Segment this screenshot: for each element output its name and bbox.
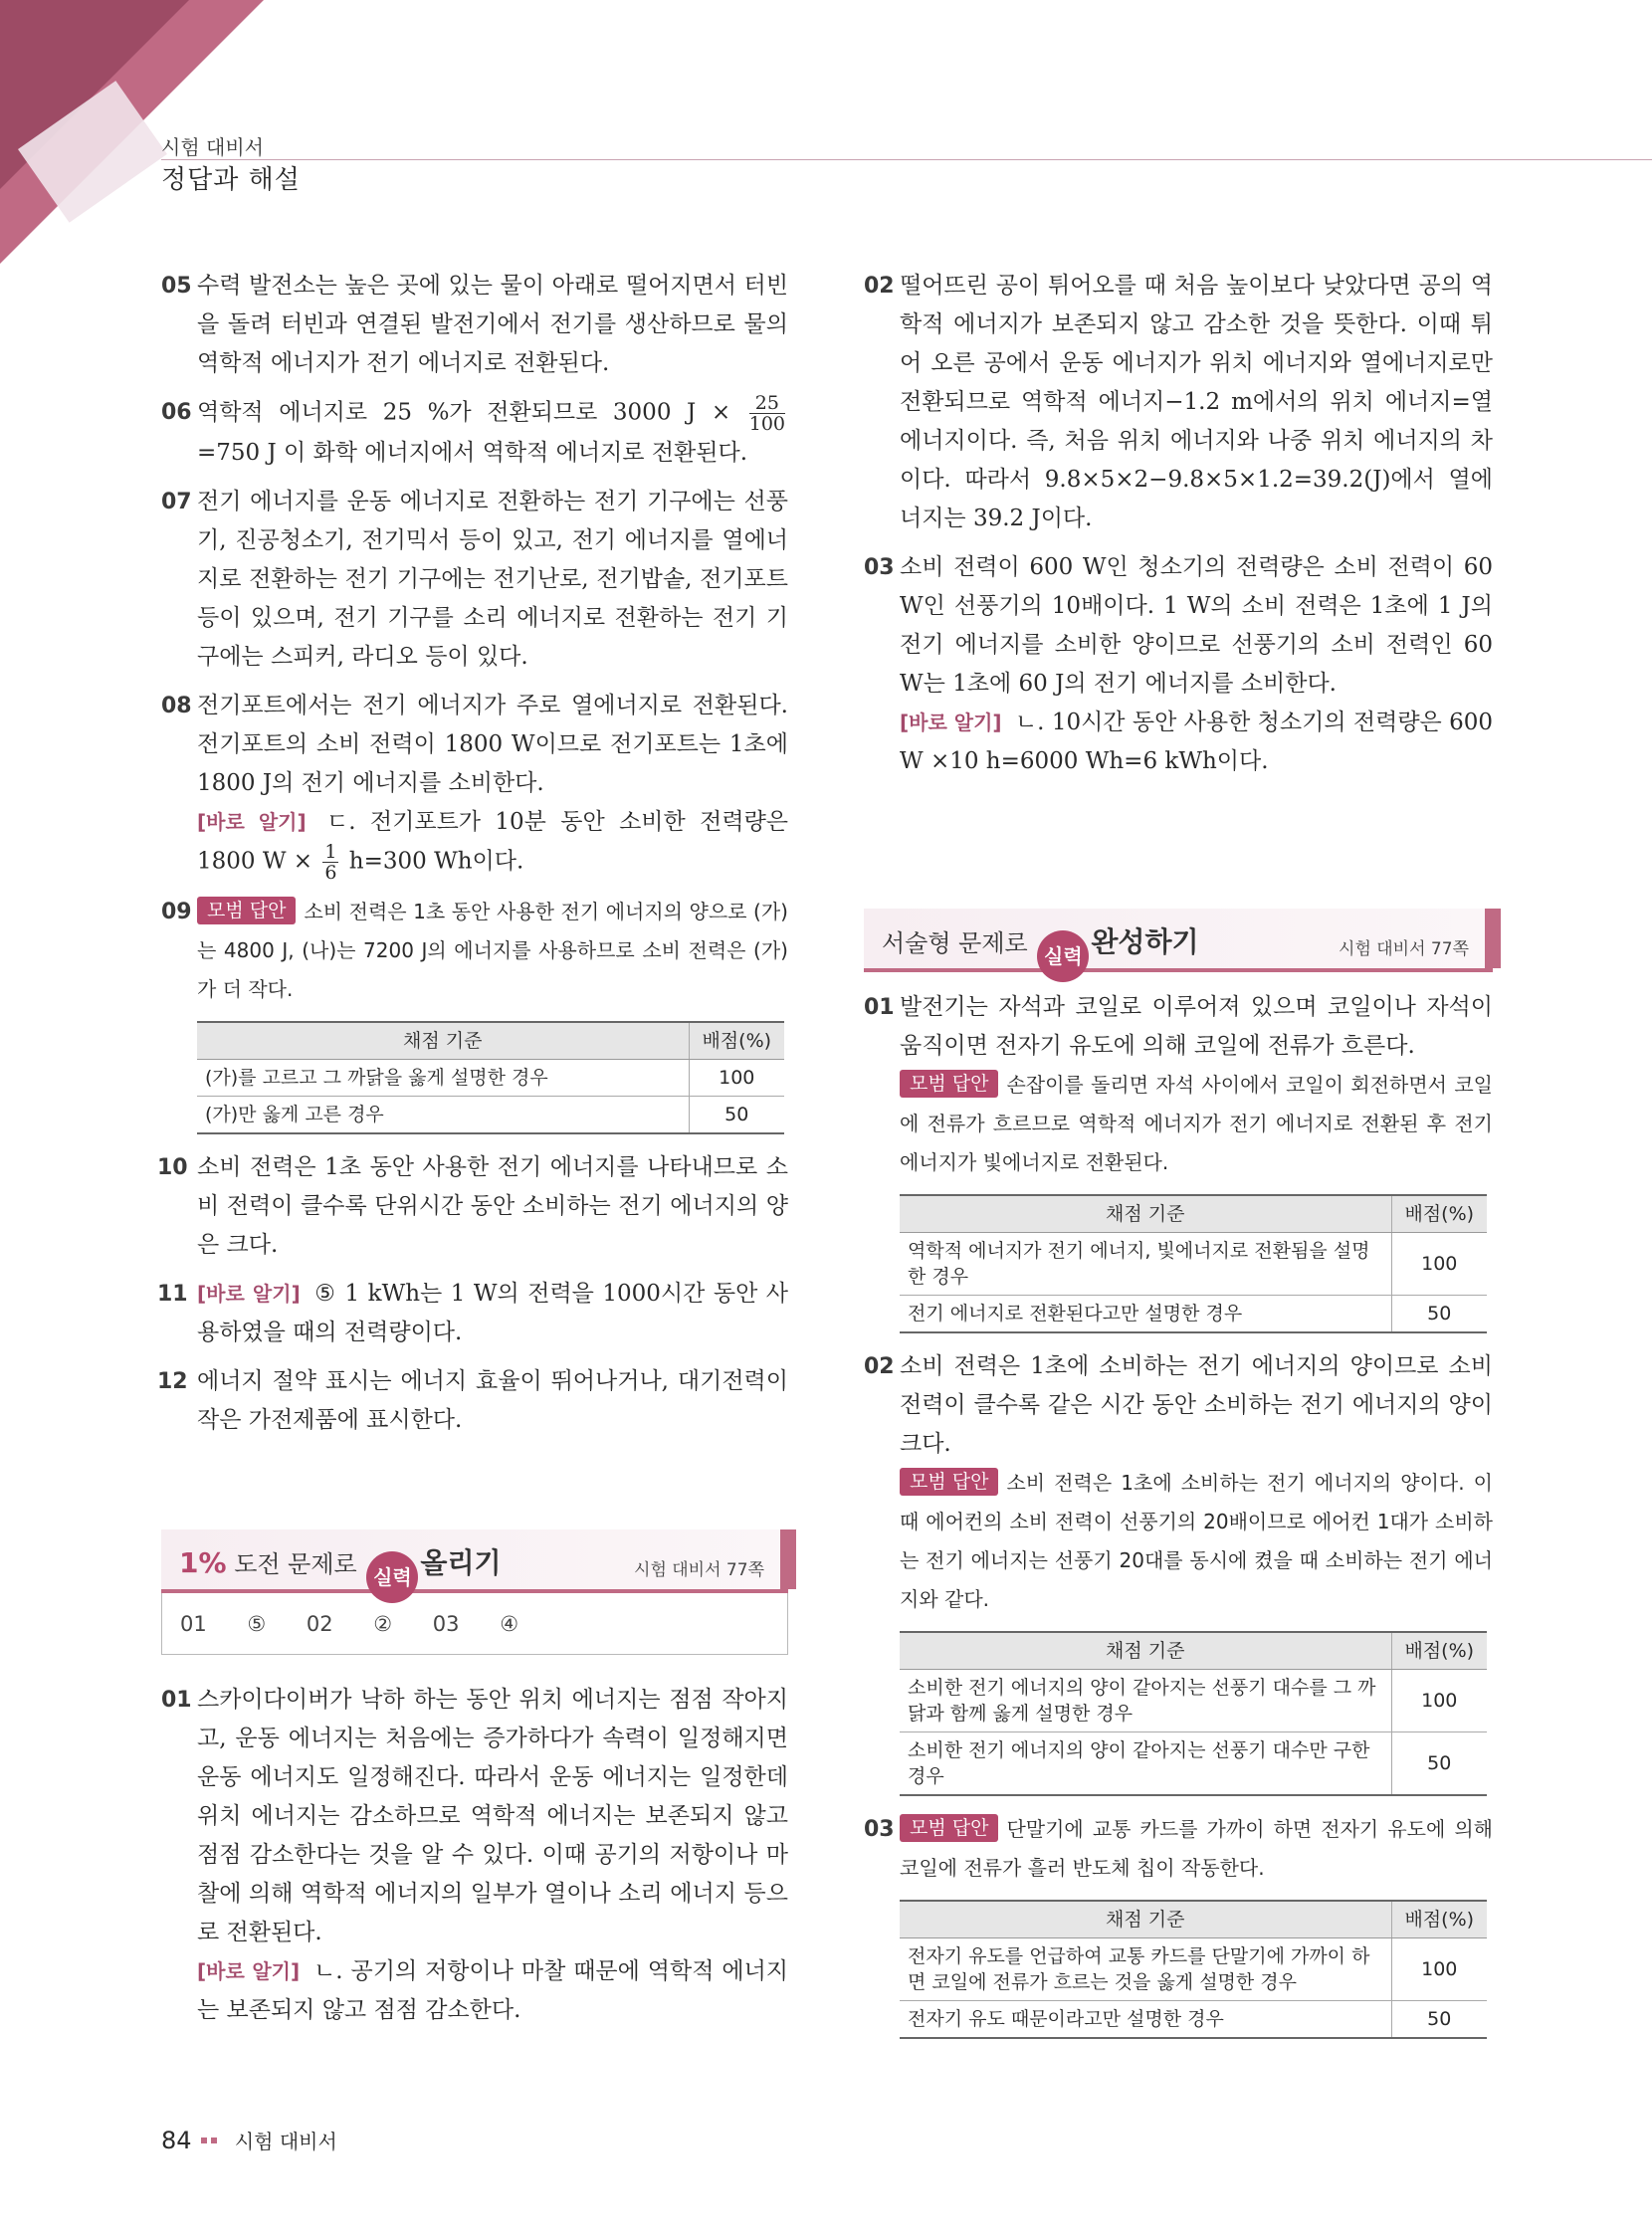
model-answer-badge: 모범 답안 — [900, 1814, 998, 1842]
question-number: 05 — [161, 274, 192, 299]
table-cell: 전자기 유도 때문이라고만 설명한 경우 — [900, 2001, 1391, 2039]
answer-text: 소비 전력은 1초에 소비하는 전기 에너지의 양이다. 이때 에어컨의 소비 전력이 선풍기의 20배이므로 에어컨 1대가 소비하는 전기 에너지는 선풍기 20대를 동시에 켰을 때 소비하는 전기 에너지와 같다. — [900, 1471, 1493, 1611]
banner-circle: 실력 — [366, 1551, 418, 1603]
footer-dot — [201, 2138, 207, 2143]
question-11 — [157, 1275, 788, 1352]
page-number: 84 — [161, 2127, 192, 2154]
challenge-02 — [864, 267, 1493, 538]
right-column — [864, 267, 1493, 2053]
table-header: 배점(%) — [689, 1022, 784, 1060]
question-07 — [161, 483, 788, 677]
model-answer-badge: 모범 답안 — [900, 1070, 998, 1098]
table-header: 채점 기준 — [197, 1022, 689, 1060]
question-number: 09 — [161, 900, 192, 924]
scoring-table — [197, 1021, 784, 1134]
table-row — [900, 1670, 1487, 1732]
question-text: 에너지 절약 표시는 에너지 효율이 뛰어나거나, 대기전력이 작은 가전제품에 표시한다. — [197, 1368, 788, 1433]
descriptive-02 — [864, 1347, 1493, 1619]
table-header: 배점(%) — [1391, 1901, 1487, 1938]
question-text: 소비 전력은 1초에 소비하는 전기 에너지의 양이므로 소비 전력이 클수록 같은 시간 동안 소비하는 전기 에너지의 양이 크다. — [900, 1353, 1493, 1457]
challenge-banner — [161, 1529, 788, 1593]
note-label: [바로 알기] — [900, 711, 1002, 734]
table-row — [900, 1938, 1487, 2001]
question-number: 11 — [157, 1282, 188, 1307]
page-reference: 시험 대비서 77쪽 — [634, 1560, 764, 1580]
page-footer — [161, 2126, 337, 2154]
question-text: 전기 에너지를 운동 에너지로 전환하는 전기 기구에는 선풍기, 진공청소기, 전기믹서 등이 있고, 전기 에너지를 열에너지로 전환하는 전기 기구에는 전기난로, 전기밥솥, 전기포트 등이 있으며, 전기 기구를 소리 에너지로 전환하는 전기 기구에는 스피커, 라디오 등이 있다. — [197, 489, 788, 670]
question-number: 12 — [157, 1369, 188, 1394]
table-header: 채점 기준 — [900, 1901, 1391, 1938]
banner-post: 완성하기 — [1091, 925, 1199, 958]
question-05 — [161, 267, 788, 383]
question-text: 소비 전력은 1초 동안 사용한 전기 에너지를 나타내므로 소비 전력이 클수록 단위시간 동안 소비하는 전기 에너지의 양은 크다. — [197, 1154, 788, 1258]
table-cell: (가)를 고르고 그 까닭을 옳게 설명한 경우 — [197, 1060, 689, 1097]
table-cell: 100 — [1391, 1233, 1487, 1296]
challenge-01 — [161, 1681, 788, 2030]
question-text-a: 역학적 에너지로 25 %가 전환되므로 3000 J × — [197, 399, 731, 426]
scoring-table — [900, 1900, 1487, 2039]
table-row — [900, 1296, 1487, 1333]
page-reference: 시험 대비서 77쪽 — [1339, 939, 1469, 959]
question-number: 06 — [161, 400, 192, 425]
question-09 — [161, 893, 788, 1009]
footer-section: 시험 대비서 — [234, 2130, 337, 2153]
table-cell: 전자기 유도를 언급하여 교통 카드를 단말기에 가까이 하면 코일에 전류가 흐르는 것을 옳게 설명한 경우 — [900, 1938, 1391, 2001]
table-cell: 소비한 전기 에너지의 양이 같아지는 선풍기 대수를 그 까닭과 함께 옳게 설명한 경우 — [900, 1670, 1391, 1732]
question-number: 01 — [864, 995, 895, 1020]
banner-mid: 도전 문제로 — [234, 1550, 357, 1578]
answer-text: 단말기에 교통 카드를 가까이 하면 전자기 유도에 의해 코일에 전류가 흘러 반도체 칩이 작동한다. — [900, 1817, 1493, 1880]
table-header: 배점(%) — [1391, 1632, 1487, 1670]
table-header: 배점(%) — [1391, 1195, 1487, 1233]
question-number: 08 — [161, 694, 192, 718]
table-cell: 100 — [1391, 1670, 1487, 1732]
question-08 — [161, 687, 788, 883]
question-06 — [161, 393, 788, 473]
table-cell: 소비한 전기 에너지의 양이 같아지는 선풍기 대수만 구한 경우 — [900, 1732, 1391, 1796]
fraction — [749, 393, 785, 434]
banner-mid: 서술형 문제로 — [882, 929, 1028, 957]
note-label: [바로 알기] — [197, 1282, 301, 1306]
table-header: 채점 기준 — [900, 1632, 1391, 1670]
answer-text: 손잡이를 돌리면 자석 사이에서 코일이 회전하면서 코일에 전류가 흐르므로 역학적 에너지가 전기 에너지로 전환된 후 전기 에너지가 빛에너지로 전환된다. — [900, 1073, 1493, 1174]
model-answer-badge: 모범 답안 — [197, 897, 296, 924]
header-subtitle: 시험 대비서 — [161, 135, 264, 159]
question-text: 스카이다이버가 낙하 하는 동안 위치 에너지는 점점 작아지고, 운동 에너지는 처음에는 증가하다가 속력이 일정해지면 운동 에너지도 일정해진다. 따라서 운동 에너지는 일정한데 위치 에너지는 감소하므로 역학적 에너지는 보존되지 않고 점점 감소한다는 것을 알 수 있다. 이때 공기의 저항이나 마찰에 의해 역학적 에너지의 일부가 열이나 소리 에너지 등으로 전환된다. — [197, 1687, 788, 1945]
scoring-table — [900, 1194, 1487, 1333]
note-text: ㄴ. 10시간 동안 사용한 청소기의 전력량은 600 W ×10 h=6000 Wh=6 kWh이다. — [900, 710, 1494, 774]
question-text: ⑤ 1 kWh는 1 W의 전력을 1000시간 동안 사용하였을 때의 전력량이다. — [197, 1281, 788, 1345]
question-number: 02 — [864, 274, 895, 299]
note-label: [바로 알기] — [197, 1959, 301, 1983]
scoring-table — [900, 1631, 1487, 1796]
table-header: 채점 기준 — [900, 1195, 1391, 1233]
banner-prefix: 1% — [179, 1546, 227, 1579]
table-cell: 역학적 에너지가 전기 에너지, 빛에너지로 전환됨을 설명한 경우 — [900, 1233, 1391, 1296]
table-row — [900, 1233, 1487, 1296]
question-text: 수력 발전소는 높은 곳에 있는 물이 아래로 떨어지면서 터빈을 돌려 터빈과 연결된 발전기에서 전기를 생산하므로 물의 역학적 에너지가 전기 에너지로 전환된다. — [197, 273, 788, 376]
note-text-b: h=300 Wh이다. — [348, 848, 524, 875]
question-text: 발전기는 자석과 코일로 이루어져 있으며 코일이나 자석이 움직이면 전자기 유도에 의해 코일에 전류가 흐른다. — [900, 994, 1493, 1059]
table-row — [900, 2001, 1487, 2039]
left-column — [157, 267, 789, 2040]
question-10 — [157, 1148, 788, 1265]
banner-post: 올리기 — [420, 1546, 502, 1579]
banner-tab — [1485, 909, 1501, 968]
banner-title — [882, 922, 1199, 982]
table-cell: 100 — [1391, 1938, 1487, 2001]
answer-key: 01 ⑤ 02 ② 03 ④ — [161, 1593, 788, 1655]
table-cell: (가)만 옳게 고른 경우 — [197, 1097, 689, 1134]
question-text: 떨어뜨린 공이 튀어오를 때 처음 높이보다 낮았다면 공의 역학적 에너지가 보존되지 않고 감소한 것을 뜻한다. 이때 튀어 오른 공에서 운동 에너지가 위치 에너지와 열에너지로만 전환되므로 역학적 에너지−1.2 m에서의 위치 에너지=열에너지이다. 즉, 처음 위치 에너지와 나중 위치 에너지의 차이다. 따라서 9.8×5×2−9.8×5×1.2=39.2(J)에서 열에너지는 39.2 J이다. — [900, 273, 1493, 531]
fraction-top: 25 — [749, 393, 785, 414]
banner-circle: 실력 — [1037, 930, 1089, 982]
banner-title — [179, 1543, 502, 1603]
header-title: 정답과 해설 — [161, 165, 301, 195]
fraction-bottom: 6 — [324, 862, 337, 884]
question-text: 소비 전력이 600 W인 청소기의 전력량은 소비 전력이 60 W인 선풍기의 10배이다. 1 W의 소비 전력은 1초에 1 J의 전기 에너지를 소비한 양이므로 선풍기의 소비 전력인 60 W는 1초에 60 J의 전기 에너지를 소비한다. — [900, 554, 1493, 697]
table-cell: 100 — [689, 1060, 784, 1097]
note-text-a: ㄷ. 전기포트가 10분 동안 소비한 전력량은 1800 W × — [197, 809, 789, 875]
fraction — [322, 842, 338, 883]
descriptive-03 — [864, 1810, 1493, 1888]
fraction-top: 1 — [324, 841, 337, 863]
fraction-bottom: 100 — [748, 413, 785, 435]
note-text: ㄴ. 공기의 저항이나 마찰 때문에 역학적 에너지는 보존되지 않고 점점 감소한다. — [197, 1958, 789, 2023]
question-12 — [157, 1362, 788, 1440]
descriptive-banner — [864, 909, 1493, 972]
footer-dot — [211, 2138, 217, 2143]
question-number: 10 — [157, 1155, 188, 1180]
table-cell: 50 — [1391, 1296, 1487, 1333]
model-answer-badge: 모범 답안 — [900, 1468, 998, 1496]
table-row — [197, 1060, 784, 1097]
question-number: 01 — [161, 1688, 192, 1713]
table-row — [900, 1732, 1487, 1796]
challenge-03 — [864, 548, 1493, 781]
question-number: 03 — [864, 1817, 895, 1842]
header-rule — [161, 159, 1652, 160]
question-number: 03 — [864, 555, 895, 580]
question-number: 07 — [161, 490, 192, 514]
banner-tab — [780, 1529, 796, 1589]
table-cell: 전기 에너지로 전환된다고만 설명한 경우 — [900, 1296, 1391, 1333]
question-text-b: =750 J 이 화학 에너지에서 역학적 에너지로 전환된다. — [197, 440, 748, 466]
note-label: [바로 알기] — [197, 810, 307, 834]
descriptive-01 — [864, 988, 1493, 1182]
table-cell: 50 — [1391, 2001, 1487, 2039]
table-cell: 50 — [1391, 1732, 1487, 1796]
answer-text: 소비 전력은 1초 동안 사용한 전기 에너지의 양으로 (가)는 4800 J, (나)는 7200 J의 에너지를 사용하므로 소비 전력은 (가)가 더 작다. — [197, 900, 788, 1001]
question-text: 전기포트에서는 전기 에너지가 주로 열에너지로 전환된다. 전기포트의 소비 전력이 1800 W이므로 전기포트는 1초에 1800 J의 전기 에너지를 소비한다. — [197, 693, 788, 796]
table-cell: 50 — [689, 1097, 784, 1134]
question-number: 02 — [864, 1354, 895, 1379]
table-row — [197, 1097, 784, 1134]
